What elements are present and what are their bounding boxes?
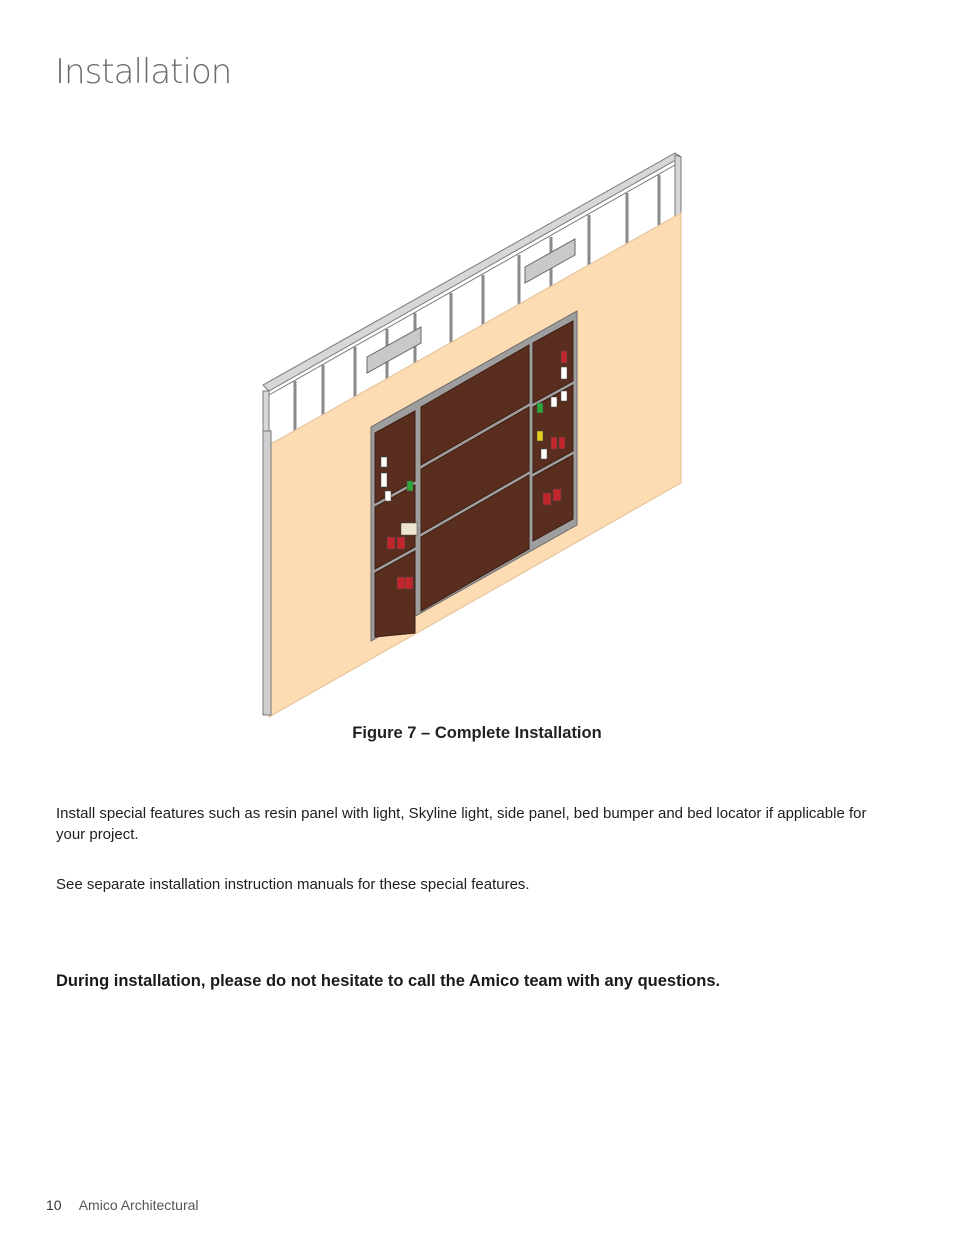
paragraph-see-manuals: See separate installation instruction manuals for these special features. <box>56 876 530 893</box>
footer-brand: Amico Architectural <box>78 1197 199 1213</box>
contact-note: During installation, please do not hesitate to call the Amico team with any questions. <box>56 972 721 990</box>
page-title: Installation <box>55 52 232 92</box>
wall-illustration <box>255 145 695 725</box>
paragraph-special-features: Install special features such as resin panel with light, Skyline light, side panel, bed bumper and bed locator if applicable for your project. <box>56 805 867 843</box>
page-footer <box>46 1197 199 1213</box>
page-number: 10 <box>46 1197 62 1213</box>
installation-figure <box>255 145 695 725</box>
figure-caption: Figure 7 – Complete Installation <box>352 724 602 742</box>
